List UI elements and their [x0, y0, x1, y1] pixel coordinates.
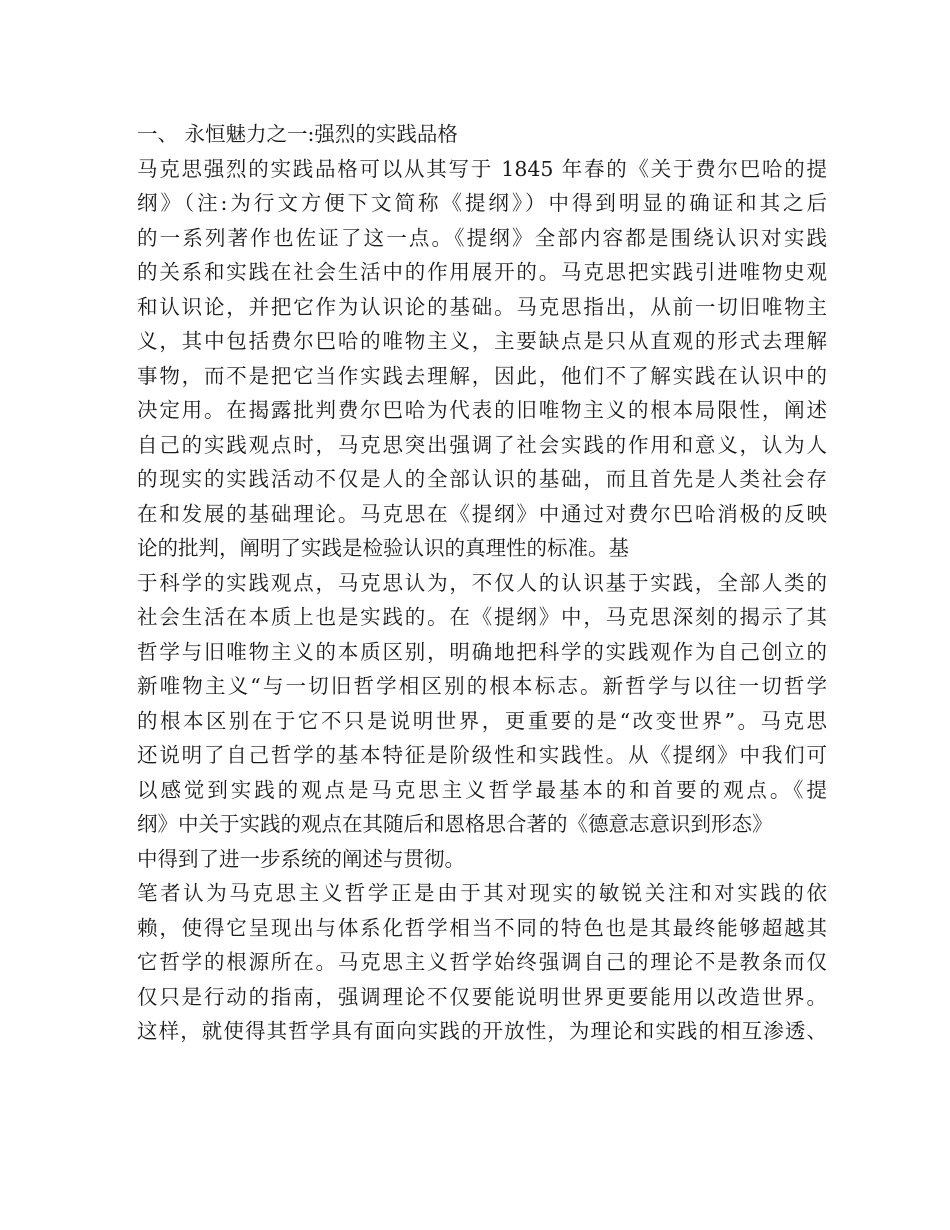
- text-line: 的一系列著作也佐证了这一点。《提纲》全部内容都是围绕认识对实践: [137, 225, 827, 250]
- text-line: 在和发展的基础理论。马克思在《提纲》中通过对费尔巴哈消极的反映: [137, 501, 827, 526]
- body-text: [137, 117, 827, 1049]
- text-line: 它哲学的根源所在。马克思主义哲学始终强调自己的理论不是教条而仅: [137, 950, 827, 974]
- text-line: 这样，就使得其哲学具有面向实践的开放性，为理论和实践的相互渗透、: [137, 1019, 827, 1043]
- text-line: 社会生活在本质上也是实践的。在《提纲》中，马克思深刻的揭示了其: [137, 605, 827, 629]
- text-line: 和认识论，并把它作为认识论的基础。马克思指出，从前一切旧唯物主: [137, 294, 827, 319]
- text-line: 中得到了进一步系统的阐述与贯彻。: [137, 846, 465, 871]
- text-line: 以感觉到实践的观点是马克思主义哲学最基本的和首要的观点。《提: [137, 777, 827, 802]
- text-line: 的关系和实践在社会生活中的作用展开的。马克思把实践引进唯物史观: [137, 260, 827, 284]
- text-line: 纲》（注:为行文方便下文简称《提纲》）中得到明显的确证和其之后: [137, 191, 827, 215]
- text-line: 的根本区别在于它不只是说明世界，更重要的是“改变世界”。马克思: [137, 708, 827, 733]
- text-line: 于科学的实践观点，马克思认为，不仅人的认识基于实践，全部人类的: [137, 570, 827, 595]
- text-line: 马克思强烈的实践品格可以从其写于 1845 年春的《关于费尔巴哈的提: [137, 156, 827, 181]
- text-line: 事物，而不是把它当作实践去理解，因此，他们不了解实践在认识中的: [137, 363, 827, 388]
- text-line: 还说明了自己哲学的基本特征是阶级性和实践性。从《提纲》中我们可: [137, 743, 827, 767]
- text-line: 决定用。在揭露批判费尔巴哈为代表的旧唯物主义的根本局限性，阐述: [137, 398, 827, 422]
- text-line: 赖，使得它呈现出与体系化哲学相当不同的特色也是其最终能够超越其: [137, 915, 827, 940]
- text-line: 新唯物主义“与一切旧哲学相区别的根本标志。新哲学与以往一切哲学: [137, 674, 827, 698]
- text-line: 自己的实践观点时，马克思突出强调了社会实践的作用和意义，认为人: [137, 432, 827, 457]
- text-line: 纲》中关于实践的观点在其随后和恩格思合著的《德意志意识到形态》: [137, 812, 773, 836]
- text-line: 仅只是行动的指南，强调理论不仅要能说明世界更要能用以改造世界。: [137, 984, 827, 1009]
- text-line: 义，其中包括费尔巴哈的唯物主义，主要缺点是只从直观的形式去理解: [137, 329, 827, 353]
- text-line: 笔者认为马克思主义哲学正是由于其对现实的敏锐关注和对实践的依: [137, 881, 827, 905]
- text-line: 论的批判，阐明了实践是检验认识的真理性的标准。基: [137, 536, 629, 560]
- text-line: 哲学与旧唯物主义的本质区别，明确地把科学的实践观作为自己创立的: [137, 639, 827, 664]
- text-line: 的现实的实践活动不仅是人的全部认识的基础，而且首先是人类社会存: [137, 467, 827, 491]
- section-heading: 一、 永恒魅力之一:强烈的实践品格: [137, 122, 458, 146]
